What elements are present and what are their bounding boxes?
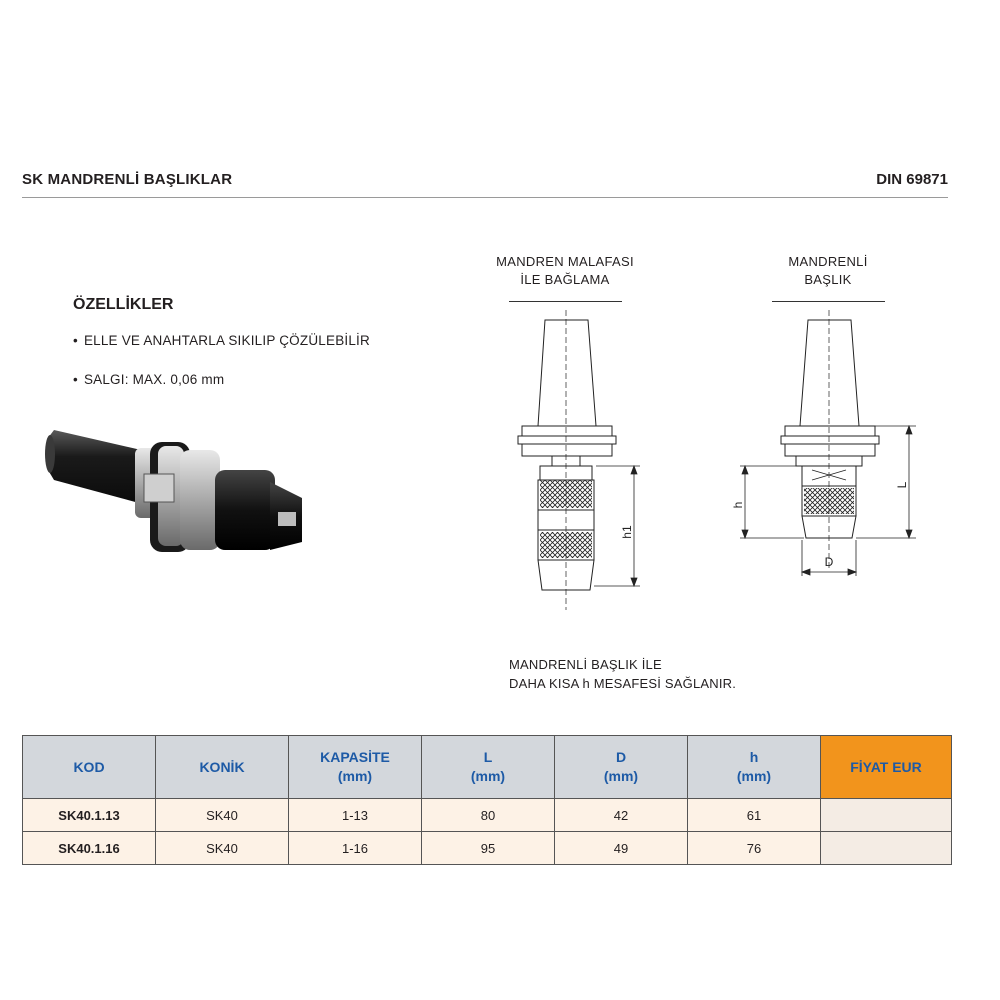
feature-text: SALGI: MAX. 0,06 mm bbox=[83, 372, 225, 387]
feature-text: ELLE VE ANAHTARLA SIKILIP ÇÖZÜLEBİLİR bbox=[83, 333, 370, 348]
header-divider bbox=[22, 197, 948, 198]
col-header-konik: KONİK bbox=[156, 736, 289, 799]
cell-D: 42 bbox=[555, 799, 688, 832]
cell-kod: SK40.1.16 bbox=[23, 832, 156, 865]
cell-konik: SK40 bbox=[156, 832, 289, 865]
col-header-h: h (mm) bbox=[688, 736, 821, 799]
bullet-icon: • bbox=[73, 333, 78, 348]
feature-item bbox=[73, 372, 224, 387]
col-header-kapasite: KAPASİTE (mm) bbox=[289, 736, 422, 799]
cell-D: 49 bbox=[555, 832, 688, 865]
col-header-D: D (mm) bbox=[555, 736, 688, 799]
diagram-right-label bbox=[770, 253, 886, 289]
diagram-right-label-line2: BAŞLIK bbox=[804, 272, 852, 287]
cell-kapasite: 1-13 bbox=[289, 799, 422, 832]
table-header-row bbox=[23, 736, 952, 799]
diagram-right-rule bbox=[772, 301, 885, 302]
diagram-left-rule bbox=[509, 301, 622, 302]
diagram-left-label bbox=[480, 253, 650, 289]
dim-D-label: D bbox=[824, 555, 834, 569]
col-header-fiyat: FİYAT EUR bbox=[821, 736, 952, 799]
note-line1: MANDRENLİ BAŞLIK İLE bbox=[509, 657, 662, 672]
cell-fiyat bbox=[821, 799, 952, 832]
diagram-left-drawing bbox=[500, 310, 660, 610]
spec-table bbox=[22, 735, 952, 865]
cell-L: 80 bbox=[422, 799, 555, 832]
feature-item bbox=[73, 333, 370, 348]
diagram-right-drawing bbox=[720, 310, 920, 580]
cell-kapasite: 1-16 bbox=[289, 832, 422, 865]
dim-L-label: L bbox=[895, 481, 909, 489]
diagram-left-label-line2: İLE BAĞLAMA bbox=[520, 272, 610, 287]
standard-label: DIN 69871 bbox=[876, 171, 948, 188]
product-photo bbox=[40, 410, 320, 570]
page-title: SK MANDRENLİ BAŞLIKLAR bbox=[22, 171, 233, 188]
cell-fiyat bbox=[821, 832, 952, 865]
cell-h: 61 bbox=[688, 799, 821, 832]
diagram-left-label-line1: MANDREN MALAFASI bbox=[496, 254, 634, 269]
cell-L: 95 bbox=[422, 832, 555, 865]
col-header-L: L (mm) bbox=[422, 736, 555, 799]
table-row bbox=[23, 799, 952, 832]
dim-h1-label: h1 bbox=[620, 525, 634, 539]
diagram-right-label-line1: MANDRENLİ bbox=[788, 254, 868, 269]
cell-h: 76 bbox=[688, 832, 821, 865]
table-row bbox=[23, 832, 952, 865]
bullet-icon: • bbox=[73, 372, 78, 387]
features-title: ÖZELLİKLER bbox=[73, 296, 174, 313]
dim-h-label: h bbox=[731, 501, 745, 509]
note-line2: DAHA KISA h MESAFESİ SAĞLANIR. bbox=[509, 676, 737, 691]
cell-kod: SK40.1.13 bbox=[23, 799, 156, 832]
cell-konik: SK40 bbox=[156, 799, 289, 832]
col-header-kod: KOD bbox=[23, 736, 156, 799]
